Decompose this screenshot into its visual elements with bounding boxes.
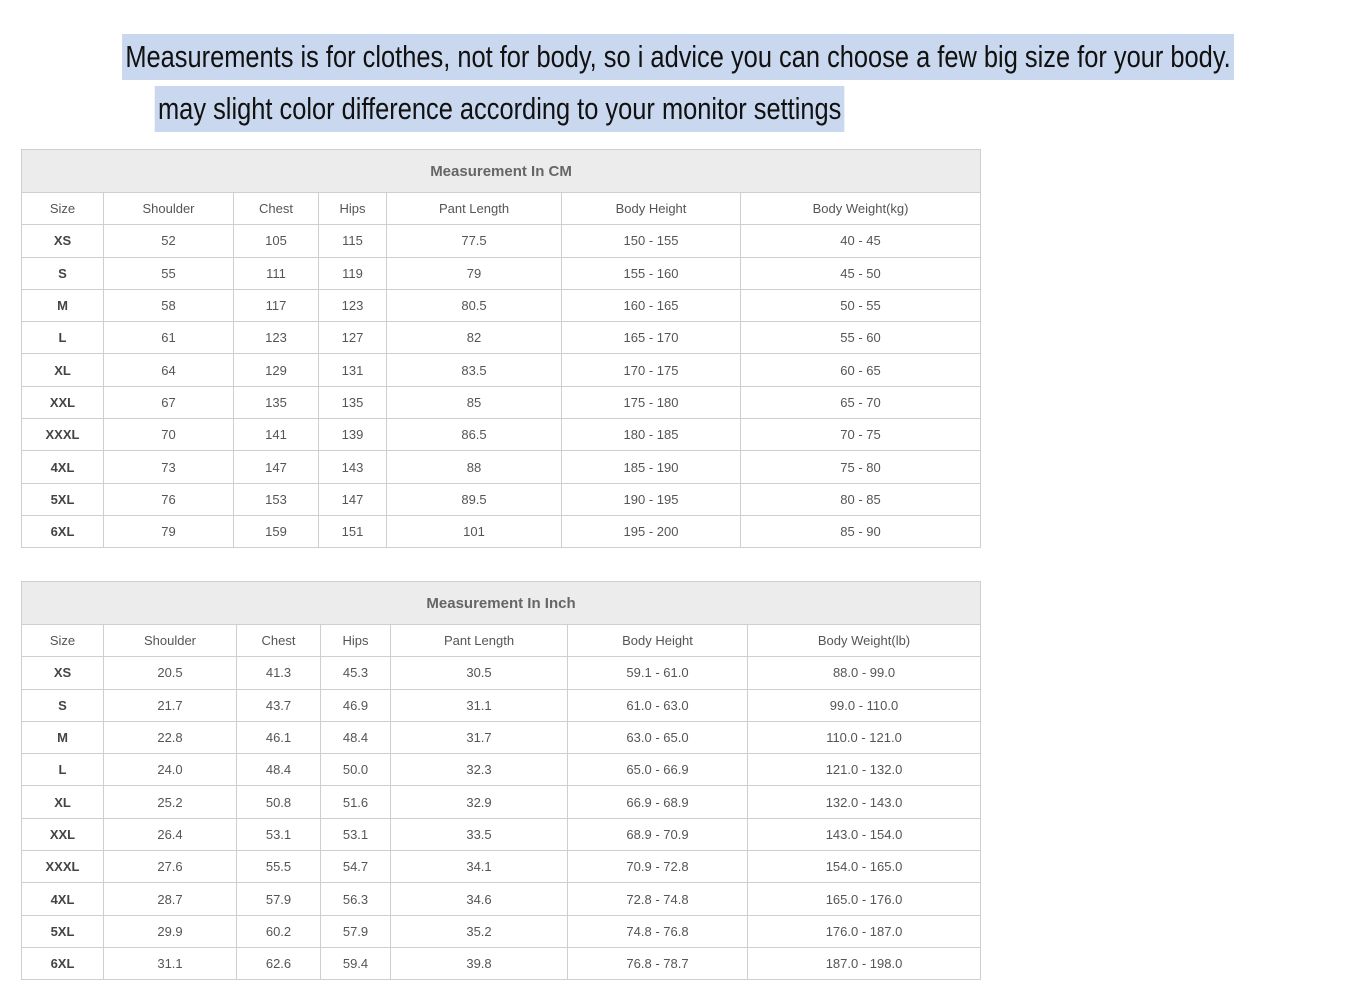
table-cell: 153 bbox=[234, 483, 319, 515]
column-header: Hips bbox=[321, 625, 391, 657]
table-cell: 121.0 - 132.0 bbox=[748, 754, 981, 786]
table-cell: 85 bbox=[387, 386, 562, 418]
size-cell: XXL bbox=[22, 386, 104, 418]
table-cell: 25.2 bbox=[104, 786, 237, 818]
table-cell: 76.8 - 78.7 bbox=[568, 947, 748, 979]
table-cell: 50 - 55 bbox=[741, 289, 981, 321]
table-cell: 52 bbox=[104, 225, 234, 257]
table-cell: 58 bbox=[104, 289, 234, 321]
table-cell: 175 - 180 bbox=[562, 386, 741, 418]
table-cell: 127 bbox=[319, 322, 387, 354]
table-cell: 151 bbox=[319, 515, 387, 547]
table-cell: 139 bbox=[319, 419, 387, 451]
table-cell: 155 - 160 bbox=[562, 257, 741, 289]
table-cell: 46.1 bbox=[237, 721, 321, 753]
table-cell: 101 bbox=[387, 515, 562, 547]
column-header: Body Height bbox=[568, 625, 748, 657]
table-cell: 40 - 45 bbox=[741, 225, 981, 257]
table-cell: 32.9 bbox=[391, 786, 568, 818]
table-cell: 180 - 185 bbox=[562, 419, 741, 451]
table-row bbox=[22, 451, 981, 483]
table-cell: 147 bbox=[234, 451, 319, 483]
table-cell: 61 bbox=[104, 322, 234, 354]
table-cell: 63.0 - 65.0 bbox=[568, 721, 748, 753]
table-cell: 53.1 bbox=[321, 818, 391, 850]
table-title-row bbox=[22, 582, 981, 625]
table-cell: 72.8 - 74.8 bbox=[568, 883, 748, 915]
table-cell: 135 bbox=[319, 386, 387, 418]
size-cell: L bbox=[22, 754, 104, 786]
table-row bbox=[22, 354, 981, 386]
table-cell: 110.0 - 121.0 bbox=[748, 721, 981, 753]
size-cell: 5XL bbox=[22, 483, 104, 515]
table-cell: 80.5 bbox=[387, 289, 562, 321]
size-cell: M bbox=[22, 721, 104, 753]
table-cell: 48.4 bbox=[321, 721, 391, 753]
table-cell: 160 - 165 bbox=[562, 289, 741, 321]
table-cell: 80 - 85 bbox=[741, 483, 981, 515]
table-row bbox=[22, 515, 981, 547]
table-cell: 79 bbox=[104, 515, 234, 547]
table-cell: 51.6 bbox=[321, 786, 391, 818]
table-cell: 147 bbox=[319, 483, 387, 515]
table-row bbox=[22, 657, 981, 689]
table-cell: 159 bbox=[234, 515, 319, 547]
size-cell: 4XL bbox=[22, 883, 104, 915]
table-cell: 75 - 80 bbox=[741, 451, 981, 483]
table-row bbox=[22, 689, 981, 721]
table-cell: 41.3 bbox=[237, 657, 321, 689]
table-cell: 31.1 bbox=[391, 689, 568, 721]
table-cell: 54.7 bbox=[321, 851, 391, 883]
table-cell: 176.0 - 187.0 bbox=[748, 915, 981, 947]
column-header: Chest bbox=[237, 625, 321, 657]
table-cell: 165.0 - 176.0 bbox=[748, 883, 981, 915]
table-cell: 32.3 bbox=[391, 754, 568, 786]
column-header: Size bbox=[22, 625, 104, 657]
table-row bbox=[22, 419, 981, 451]
table-cell: 82 bbox=[387, 322, 562, 354]
size-cell: 4XL bbox=[22, 451, 104, 483]
table-cell: 119 bbox=[319, 257, 387, 289]
size-cell: XL bbox=[22, 786, 104, 818]
table-cell: 67 bbox=[104, 386, 234, 418]
table-cell: 70 - 75 bbox=[741, 419, 981, 451]
table-cell: 143 bbox=[319, 451, 387, 483]
table-cell: 150 - 155 bbox=[562, 225, 741, 257]
column-header: Pant Length bbox=[391, 625, 568, 657]
table-cell: 132.0 - 143.0 bbox=[748, 786, 981, 818]
table-cell: 55.5 bbox=[237, 851, 321, 883]
table-row bbox=[22, 786, 981, 818]
table-row bbox=[22, 225, 981, 257]
size-cell: M bbox=[22, 289, 104, 321]
column-header: Chest bbox=[234, 193, 319, 225]
table-cell: 85 - 90 bbox=[741, 515, 981, 547]
table-cell: 34.6 bbox=[391, 883, 568, 915]
table-cell: 70 bbox=[104, 419, 234, 451]
size-table-inch bbox=[21, 581, 981, 980]
size-cell: S bbox=[22, 257, 104, 289]
table-cell: 88.0 - 99.0 bbox=[748, 657, 981, 689]
column-header: Shoulder bbox=[104, 625, 237, 657]
table-cell: 28.7 bbox=[104, 883, 237, 915]
table-cell: 50.0 bbox=[321, 754, 391, 786]
table-cell: 45 - 50 bbox=[741, 257, 981, 289]
table-cell: 61.0 - 63.0 bbox=[568, 689, 748, 721]
column-header: Body Weight(lb) bbox=[748, 625, 981, 657]
column-header: Shoulder bbox=[104, 193, 234, 225]
table-cell: 24.0 bbox=[104, 754, 237, 786]
table-cell: 86.5 bbox=[387, 419, 562, 451]
notice-text-1: Measurements is for clothes, not for body, so i advice you can choose a few big size for your body. bbox=[122, 34, 1234, 80]
table-cell: 56.3 bbox=[321, 883, 391, 915]
table-cell: 50.8 bbox=[237, 786, 321, 818]
table-cell: 74.8 - 76.8 bbox=[568, 915, 748, 947]
table-cell: 83.5 bbox=[387, 354, 562, 386]
table-cell: 53.1 bbox=[237, 818, 321, 850]
table-cell: 115 bbox=[319, 225, 387, 257]
table-cell: 70.9 - 72.8 bbox=[568, 851, 748, 883]
size-cell: XS bbox=[22, 225, 104, 257]
table-cell: 88 bbox=[387, 451, 562, 483]
table-cell: 185 - 190 bbox=[562, 451, 741, 483]
table-row bbox=[22, 947, 981, 979]
table-cell: 60 - 65 bbox=[741, 354, 981, 386]
table-row bbox=[22, 818, 981, 850]
table-row bbox=[22, 257, 981, 289]
table-row bbox=[22, 386, 981, 418]
size-cell: 5XL bbox=[22, 915, 104, 947]
column-header: Body Height bbox=[562, 193, 741, 225]
table-cell: 26.4 bbox=[104, 818, 237, 850]
notice-line-1 bbox=[0, 34, 1231, 80]
table-cell: 190 - 195 bbox=[562, 483, 741, 515]
table-cell: 73 bbox=[104, 451, 234, 483]
table-cell: 111 bbox=[234, 257, 319, 289]
table-cell: 59.4 bbox=[321, 947, 391, 979]
table-cell: 65.0 - 66.9 bbox=[568, 754, 748, 786]
table-cell: 170 - 175 bbox=[562, 354, 741, 386]
table-row bbox=[22, 851, 981, 883]
table-cell: 135 bbox=[234, 386, 319, 418]
table-cell: 46.9 bbox=[321, 689, 391, 721]
table-cell: 129 bbox=[234, 354, 319, 386]
table-cell: 64 bbox=[104, 354, 234, 386]
table-cell: 22.8 bbox=[104, 721, 237, 753]
size-cell: XXXL bbox=[22, 851, 104, 883]
column-header: Hips bbox=[319, 193, 387, 225]
table-row bbox=[22, 289, 981, 321]
table-cell: 29.9 bbox=[104, 915, 237, 947]
size-cell: S bbox=[22, 689, 104, 721]
table-cell: 31.1 bbox=[104, 947, 237, 979]
column-header: Size bbox=[22, 193, 104, 225]
table-cell: 131 bbox=[319, 354, 387, 386]
table-cell: 123 bbox=[234, 322, 319, 354]
table-header-row bbox=[22, 193, 981, 225]
table-cell: 45.3 bbox=[321, 657, 391, 689]
table-cell: 187.0 - 198.0 bbox=[748, 947, 981, 979]
table-cell: 55 - 60 bbox=[741, 322, 981, 354]
table-cell: 57.9 bbox=[321, 915, 391, 947]
table-row bbox=[22, 322, 981, 354]
table-row bbox=[22, 754, 981, 786]
table-cell: 165 - 170 bbox=[562, 322, 741, 354]
table-cell: 154.0 - 165.0 bbox=[748, 851, 981, 883]
table-row bbox=[22, 483, 981, 515]
table-cell: 35.2 bbox=[391, 915, 568, 947]
table-cell: 57.9 bbox=[237, 883, 321, 915]
table-cell: 89.5 bbox=[387, 483, 562, 515]
notice-line-2 bbox=[0, 86, 1000, 132]
table-title: Measurement In Inch bbox=[22, 582, 981, 625]
table-cell: 117 bbox=[234, 289, 319, 321]
table-cell: 31.7 bbox=[391, 721, 568, 753]
table-cell: 143.0 - 154.0 bbox=[748, 818, 981, 850]
table-cell: 33.5 bbox=[391, 818, 568, 850]
table-cell: 141 bbox=[234, 419, 319, 451]
table-cell: 62.6 bbox=[237, 947, 321, 979]
table-row bbox=[22, 883, 981, 915]
size-cell: XXL bbox=[22, 818, 104, 850]
table-cell: 39.8 bbox=[391, 947, 568, 979]
table-cell: 59.1 - 61.0 bbox=[568, 657, 748, 689]
table-row bbox=[22, 721, 981, 753]
size-cell: XS bbox=[22, 657, 104, 689]
table-cell: 105 bbox=[234, 225, 319, 257]
table-cell: 43.7 bbox=[237, 689, 321, 721]
size-cell: XXXL bbox=[22, 419, 104, 451]
table-cell: 66.9 - 68.9 bbox=[568, 786, 748, 818]
table-title: Measurement In CM bbox=[22, 150, 981, 193]
table-cell: 99.0 - 110.0 bbox=[748, 689, 981, 721]
table-cell: 21.7 bbox=[104, 689, 237, 721]
table-cell: 60.2 bbox=[237, 915, 321, 947]
table-title-row bbox=[22, 150, 981, 193]
notice-text-2: may slight color difference according to your monitor settings bbox=[155, 86, 845, 132]
table-cell: 76 bbox=[104, 483, 234, 515]
table-cell: 68.9 - 70.9 bbox=[568, 818, 748, 850]
size-cell: L bbox=[22, 322, 104, 354]
table-cell: 123 bbox=[319, 289, 387, 321]
table-cell: 195 - 200 bbox=[562, 515, 741, 547]
table-cell: 77.5 bbox=[387, 225, 562, 257]
table-cell: 48.4 bbox=[237, 754, 321, 786]
table-cell: 27.6 bbox=[104, 851, 237, 883]
table-cell: 79 bbox=[387, 257, 562, 289]
table-cell: 55 bbox=[104, 257, 234, 289]
table-cell: 65 - 70 bbox=[741, 386, 981, 418]
size-cell: XL bbox=[22, 354, 104, 386]
size-cell: 6XL bbox=[22, 947, 104, 979]
table-cell: 34.1 bbox=[391, 851, 568, 883]
table-row bbox=[22, 915, 981, 947]
column-header: Pant Length bbox=[387, 193, 562, 225]
size-cell: 6XL bbox=[22, 515, 104, 547]
size-table-cm bbox=[21, 149, 981, 548]
table-cell: 30.5 bbox=[391, 657, 568, 689]
column-header: Body Weight(kg) bbox=[741, 193, 981, 225]
table-cell: 20.5 bbox=[104, 657, 237, 689]
table-header-row bbox=[22, 625, 981, 657]
